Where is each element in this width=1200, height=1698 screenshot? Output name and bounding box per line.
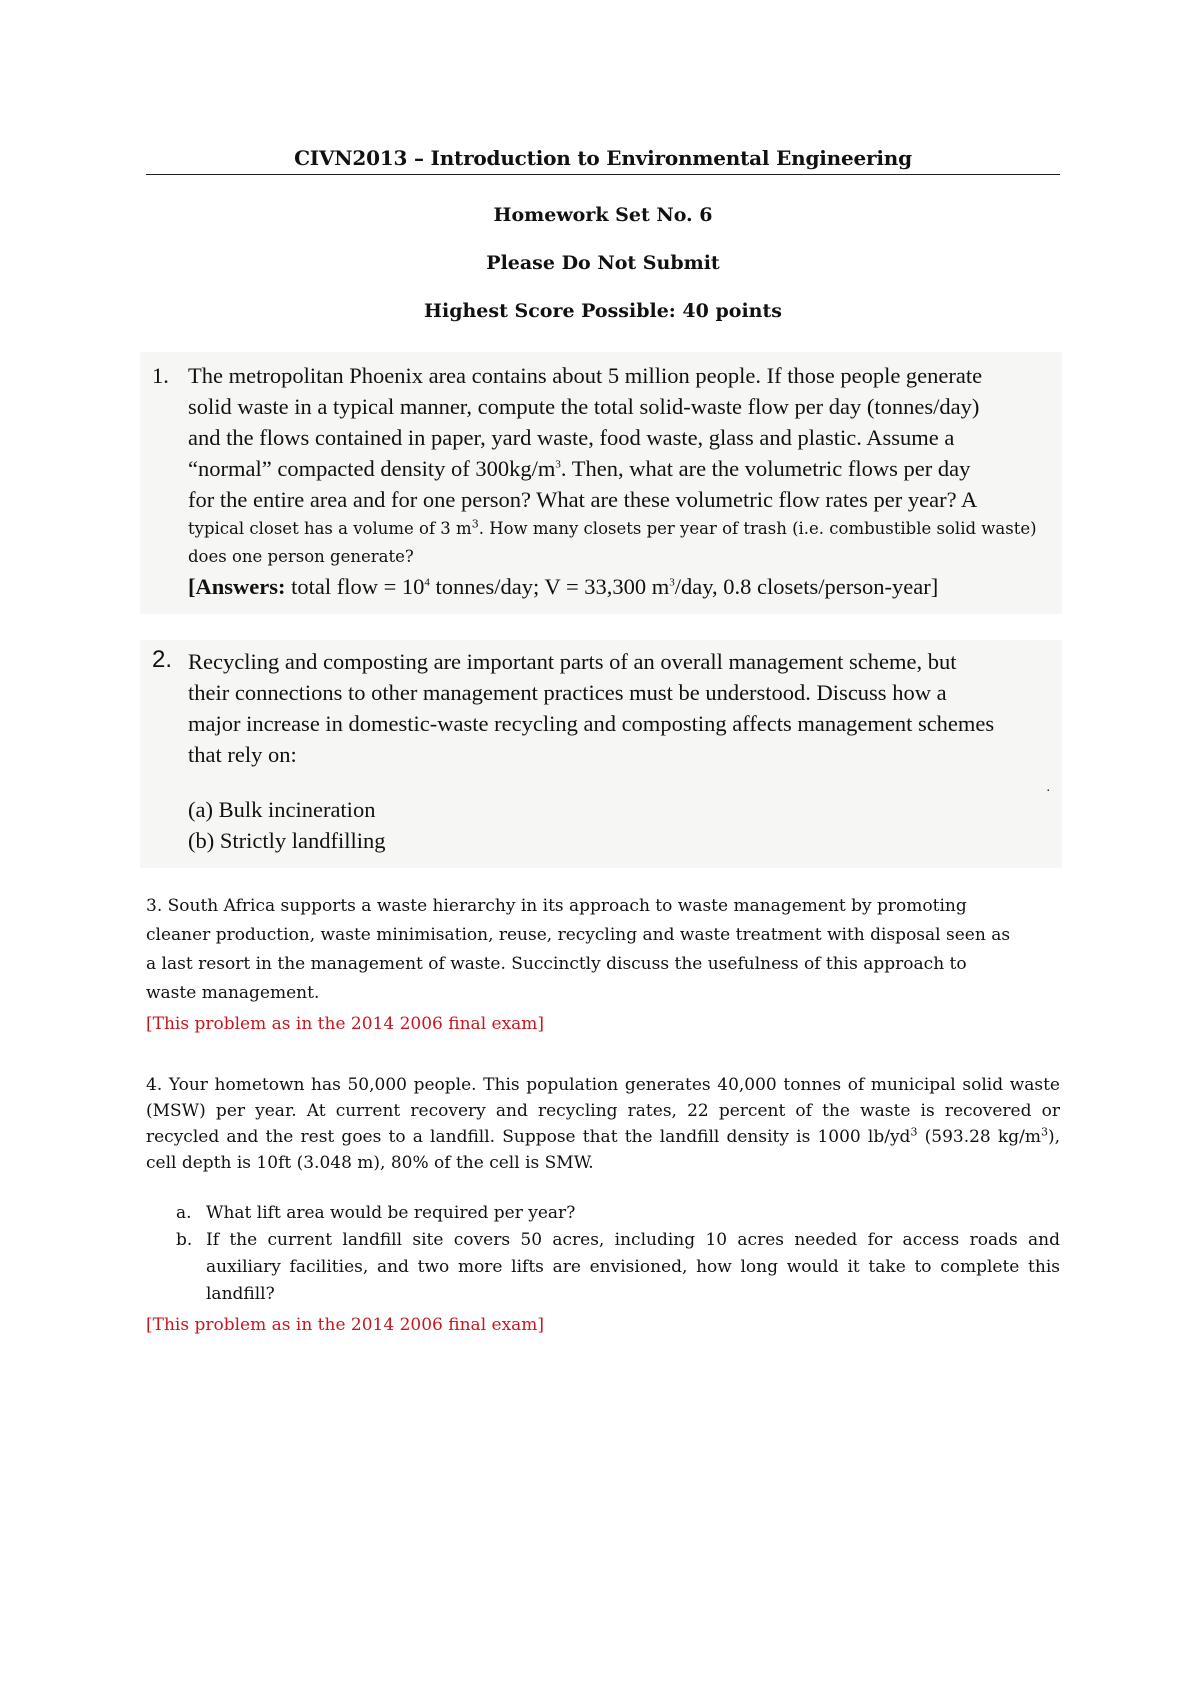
item-a-mark: a. xyxy=(176,1203,192,1223)
problem-1-line: “normal” compacted density of $300kg/m^3$. Then, what are the volumetric flows per day xyxy=(188,456,971,481)
problem-3 xyxy=(146,892,1060,1039)
item-a-text: What lift area would be required per year? xyxy=(206,1203,576,1223)
problem-1-line: solid waste in a typical manner, compute the total solid-waste flow per day (tonnes/day) xyxy=(188,394,980,419)
problem-2-options xyxy=(188,794,385,856)
title-rule xyxy=(146,174,1060,175)
problem-2-line: major increase in domestic-waste recycling and composting affects management schemes xyxy=(188,711,995,736)
problem-1-block xyxy=(140,352,1062,614)
item-b-text: If the current landfill site covers 50 acres, including 10 acres needed for access roads and auxiliary facilities, and two more lifts are envisioned, how long would it take to complete this landfill? xyxy=(206,1230,1060,1304)
problem-2-line: Recycling and composting are important parts of an overall management scheme, but xyxy=(188,649,957,674)
problem-2-line: their connections to other management practices must be understood. Discuss how a xyxy=(188,680,947,705)
submit-note: Please Do Not Submit xyxy=(486,252,720,274)
problem-3-text: 3. South Africa supports a waste hierarchy in its approach to waste management by promoting cleaner production, waste minimisation, reuse, recycling and waste treatment with disposal seen as a last resort in the management of waste. Succinctly discuss the usefulness of this approach to waste management. xyxy=(146,896,1011,1003)
problem-4-text: 4. Your hometown has 50,000 people. This population generates 40,000 tonnes of municipal solid waste (MSW) per year. At current recovery and recycling rates, 22 percent of the waste is recovered or recycled and the rest goes to a landfill. Suppose that the landfill density is 1000 $lb/yd^3$ (593.28 $kg/m^3$), cell depth is 10ft (3.048 m), 80% of the cell is SMW. xyxy=(146,1075,1060,1173)
problem-1-answers: [Answers: total flow = $10^4$ tonnes/day; V = 33,300 $m^3$/day, 0.8 closets/person-year] xyxy=(188,574,939,599)
problem-2-text xyxy=(188,646,1058,770)
problem-1-line: for the entire area and for one person? What are these volumetric flow rates per year? A xyxy=(188,487,978,512)
problem-4-note: [This problem as in the 2014 2006 final exam] xyxy=(146,1315,545,1335)
problem-1-line: does one person generate? xyxy=(188,547,414,566)
homework-title: Homework Set No. 6 xyxy=(493,204,713,226)
stray-dot: . xyxy=(1046,780,1050,795)
option-b: (b) Strictly landfilling xyxy=(188,828,386,853)
problem-1-line: typical closet has a volume of 3 $m^3$. How many closets per year of trash (i.e. combustible solid waste) xyxy=(188,517,1037,538)
problem-2-number: 2. xyxy=(152,646,173,673)
problem-1-number: 1. xyxy=(152,363,169,388)
problem-2-block xyxy=(140,640,1062,868)
list-item xyxy=(146,1227,1060,1308)
problem-2-line: that rely on: xyxy=(188,742,297,767)
problem-3-note: [This problem as in the 2014 2006 final exam] xyxy=(146,1014,545,1034)
problem-1-text xyxy=(188,360,1058,602)
problem-1-line: and the flows contained in paper, yard waste, food waste, glass and plastic. Assume a xyxy=(188,425,955,450)
option-a: (a) Bulk incineration xyxy=(188,797,376,822)
problem-4-items xyxy=(146,1200,1060,1339)
item-b-mark: b. xyxy=(176,1230,193,1250)
problem-1-line: The metropolitan Phoenix area contains about 5 million people. If those people generate xyxy=(188,363,983,388)
course-title: CIVN2013 – Introduction to Environmental Engineering xyxy=(294,146,912,170)
list-item xyxy=(146,1200,1060,1227)
score-line: Highest Score Possible: 40 points xyxy=(424,300,782,322)
